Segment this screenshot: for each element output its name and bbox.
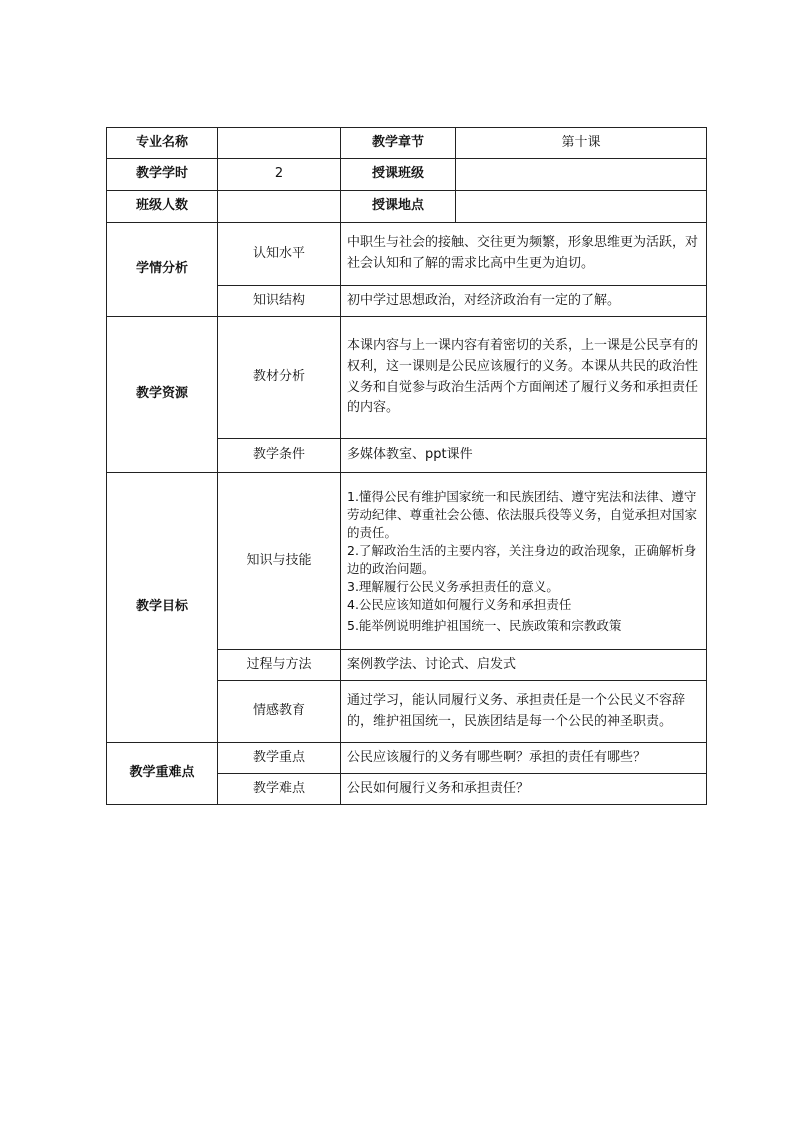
chapter-label: 教学章节 [341,128,456,159]
difficulty-label: 教学难点 [218,774,341,805]
row-knowledge-skills [107,473,707,650]
row-cognition [107,223,707,286]
objective-item: 2.了解政治生活的主要内容，关注身边的政治现象，正确解析身边的政治问题。 [347,542,697,576]
material-label: 教材分析 [218,317,341,439]
conditions-label: 教学条件 [218,439,341,473]
knowledge-skills-label: 知识与技能 [218,473,341,650]
cognition-label: 认知水平 [218,223,341,286]
row-major-chapter [107,128,707,159]
class-value [456,159,707,191]
difficulty-text: 公民如何履行义务和承担责任？ [341,774,707,805]
key-points-label: 教学重难点 [107,743,218,805]
knowledge-label: 知识结构 [218,286,341,317]
major-value [218,128,341,159]
focus-label: 教学重点 [218,743,341,774]
objective-item: 4.公民应该知道如何履行义务和承担责任 [347,596,572,612]
objective-item: 5.能举例说明维护祖国统一、民族政策和宗教政策 [347,617,622,633]
cognition-text: 中职生与社会的接触、交往更为频繁，形象思维更为活跃，对社会认知和了解的需求比高中生更为迫切。 [341,223,707,286]
emotion-label: 情感教育 [218,681,341,743]
row-focus [107,743,707,774]
lesson-plan-table [106,127,707,805]
location-label: 授课地点 [341,191,456,223]
class-label: 授课班级 [341,159,456,191]
emotion-text: 通过学习，能认同履行义务、承担责任是一个公民义不容辞的，维护祖国统一，民族团结是每一个公民的神圣职责。 [341,681,707,743]
chapter-value: 第十课 [456,128,707,159]
conditions-text: 多媒体教室、ppt课件 [341,439,707,473]
knowledge-text: 初中学过思想政治，对经济政治有一定的了解。 [341,286,707,317]
objectives-list [341,473,707,650]
hours-value: 2 [218,159,341,191]
objective-item: 3.理解履行公民义务承担责任的意义。 [347,578,559,594]
process-label: 过程与方法 [218,650,341,681]
major-label: 专业名称 [107,128,218,159]
row-count-location [107,191,707,223]
focus-text: 公民应该履行的义务有哪些啊？承担的责任有哪些？ [341,743,707,774]
learner-analysis-label: 学情分析 [107,223,218,317]
location-value [456,191,707,223]
resources-label: 教学资源 [107,317,218,473]
count-value [218,191,341,223]
row-material-analysis [107,317,707,439]
objectives-label: 教学目标 [107,473,218,743]
hours-label: 教学学时 [107,159,218,191]
count-label: 班级人数 [107,191,218,223]
row-hours-class [107,159,707,191]
process-text: 案例教学法、讨论式、启发式 [341,650,707,681]
objective-item: 1.懂得公民有维护国家统一和民族团结、遵守宪法和法律、遵守劳动纪律、尊重社会公德、依法服兵役等义务，自觉承担对国家的责任。 [347,488,698,540]
material-text: 本课内容与上一课内容有着密切的关系，上一课是公民享有的权利，这一课则是公民应该履行的义务。本课从共民的政治性义务和自觉参与政治生活两个方面阐述了履行义务和承担责任的内容。 [341,317,707,439]
